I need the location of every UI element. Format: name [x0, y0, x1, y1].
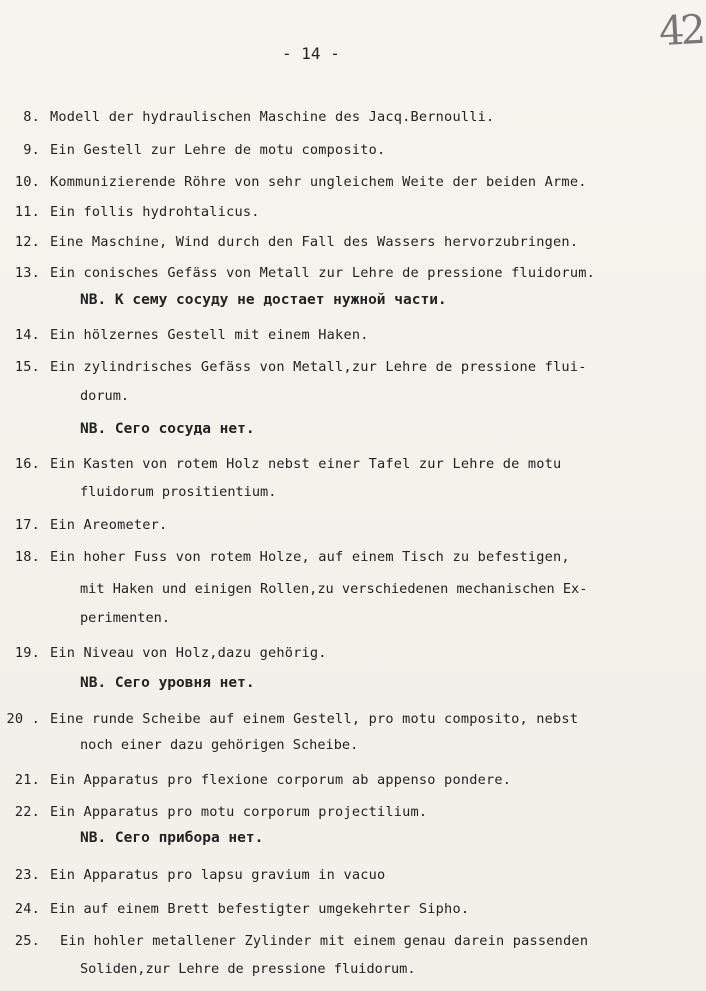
item-continuation: dorum.: [80, 388, 130, 404]
item-text: Ein hölzernes Gestell mit einem Haken.: [50, 327, 369, 343]
item-text: Ein Apparatus pro lapsu gravium in vacuo: [50, 867, 386, 883]
item-number: 20 .: [6, 711, 40, 727]
item-text: Eine Maschine, Wind durch den Fall des Wassers hervorzubringen.: [50, 234, 579, 250]
item-number: 24.: [14, 901, 40, 917]
item-number: 16.: [14, 456, 40, 472]
item-number: 12.: [14, 234, 40, 250]
item-number: 19.: [14, 645, 40, 661]
item-text: Ein Niveau von Holz,dazu gehörig.: [50, 645, 327, 661]
item-number: 25.: [14, 933, 40, 949]
note-22: NB. Сего прибора нет.: [80, 830, 264, 846]
handwritten-page-number: 42: [657, 6, 704, 56]
item-number: 9.: [23, 142, 40, 158]
note-13: NB. К сему сосуду не достает нужной части.: [80, 292, 447, 308]
item-number: 17.: [14, 517, 40, 533]
item-number: 23.: [14, 867, 40, 883]
item-text: Ein conisches Gefäss von Metall zur Lehre de pressione fluidorum.: [50, 265, 595, 281]
item-text: Ein Gestell zur Lehre de motu composito.: [50, 142, 386, 158]
item-text: Ein zylindrisches Gefäss von Metall,zur Lehre de pressione flui-: [50, 359, 587, 375]
item-text: Ein hoher Fuss von rotem Holze, auf einem Tisch zu befestigen,: [50, 549, 570, 565]
item-continuation: fluidorum prositientium.: [80, 484, 277, 500]
item-continuation: mit Haken und einigen Rollen,zu verschiedenen mechanischen Ex-: [80, 581, 588, 597]
page-number: - 14 -: [282, 44, 340, 63]
item-continuation: Soliden,zur Lehre de pressione fluidorum.: [80, 961, 416, 977]
item-number: 21.: [14, 772, 40, 788]
item-number: 13.: [14, 265, 40, 281]
note-15: NB. Сего сосуда нет.: [80, 421, 255, 437]
item-number: 22.: [14, 804, 40, 820]
item-text: Eine runde Scheibe auf einem Gestell, pro motu composito, nebst: [50, 711, 579, 727]
item-number: 18.: [14, 549, 40, 565]
item-text: Ein hohler metallener Zylinder mit einem genau darein passenden: [60, 933, 589, 949]
item-text: Ein Apparatus pro motu corporum projectilium.: [50, 804, 428, 820]
item-text: Ein Apparatus pro flexione corporum ab appenso pondere.: [50, 772, 512, 788]
note-19: NB. Сего уровня нет.: [80, 675, 255, 691]
item-number: 10.: [14, 174, 40, 190]
item-number: 8.: [23, 109, 40, 125]
item-number: 15.: [14, 359, 40, 375]
item-text: Ein follis hydrohtalicus.: [50, 204, 260, 220]
item-text: Ein auf einem Brett befestigter umgekehrter Sipho.: [50, 901, 470, 917]
item-text: Ein Kasten von rotem Holz nebst einer Tafel zur Lehre de motu: [50, 456, 562, 472]
item-continuation: noch einer dazu gehörigen Scheibe.: [80, 737, 359, 753]
item-number: 11.: [14, 204, 40, 220]
item-number: 14.: [14, 327, 40, 343]
item-text: Kommunizierende Röhre von sehr ungleichem Weite der beiden Arme.: [50, 174, 587, 190]
item-text: Modell der hydraulischen Maschine des Jacq.Bernoulli.: [50, 109, 495, 125]
item-continuation: perimenten.: [80, 610, 171, 626]
item-text: Ein Areometer.: [50, 517, 168, 533]
